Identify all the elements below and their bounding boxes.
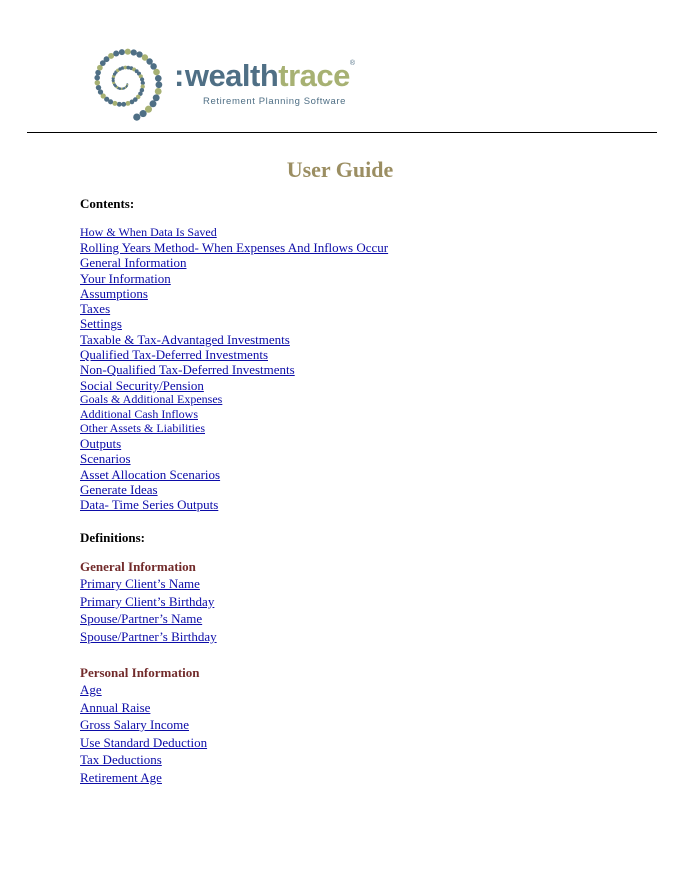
spiral-dot [140,77,144,81]
spiral-dot [126,101,131,106]
definition-link[interactable]: Age [80,682,102,697]
contents-link[interactable]: Taxable & Tax-Advantaged Investments [80,331,290,347]
spiral-dot [113,51,119,57]
personal-information-heading: Personal Information [80,665,200,680]
definition-link[interactable]: Gross Salary Income [80,717,190,733]
contents-link[interactable]: Data- Time Series Outputs [80,497,219,513]
spiral-dot [94,75,100,81]
spiral-dot [133,114,140,121]
definition-link[interactable]: Retirement Age [80,769,162,785]
spiral-dot [131,49,137,55]
contents-link[interactable]: Scenarios [80,451,131,467]
spiral-dot [119,49,125,55]
definition-link[interactable]: Primary Client’s Name [80,576,200,591]
spiral-dot [156,81,163,88]
header-divider [27,132,657,133]
contents-link[interactable]: Non-Qualified Tax-Deferred Investments [80,362,295,378]
contents-link[interactable]: Qualified Tax-Deferred Investments [80,347,268,363]
definition-link[interactable]: Primary Client’s Birthday [80,593,215,609]
spiral-dot [125,49,131,55]
definition-link[interactable]: Annual Raise [80,699,151,715]
contents-heading: Contents: [80,196,135,211]
definition-link[interactable]: Spouse/Partner’s Name [80,611,203,627]
definition-link[interactable]: Tax Deductions [80,752,162,768]
general-information-heading: General Information [80,559,196,574]
spiral-dot [155,88,162,95]
spiral-dot [96,85,101,90]
contents-link[interactable]: Taxes [80,301,111,317]
spiral-dot [95,70,101,76]
contents-link[interactable]: Social Security/Pension [80,377,204,393]
definitions-heading: Definitions: [80,530,145,545]
contents-link[interactable]: Asset Allocation Scenarios [80,466,221,482]
contents-link[interactable]: How & When Data Is Saved [80,225,217,239]
spiral-dot [150,63,157,70]
page-title: User Guide [286,157,394,182]
contents-link[interactable]: Goals & Additional Expenses [80,392,223,407]
contents-link[interactable]: Generate Ideas [80,481,158,497]
spiral-dot [136,51,142,57]
spiral-dot [121,102,126,107]
spiral-dot [155,75,162,82]
spiral-dot [117,102,122,107]
logo-wordmark: :wealthtrace® [174,58,355,93]
spiral-dot [153,94,160,101]
contents-link[interactable]: Other Assets & Liabilities [80,420,205,435]
spiral-dot [108,53,114,59]
contents-link[interactable]: Your Information [80,270,171,286]
spiral-dot [95,80,100,85]
spiral-dot [150,100,157,107]
contents-link[interactable]: Rolling Years Method- When Expenses And Inflows Occur [80,240,389,255]
general-information-list [80,576,217,647]
contents-list [80,225,388,512]
contents-link[interactable]: Additional Cash Inflows [80,406,198,421]
logo-tagline: Retirement Planning Software [203,96,347,107]
spiral-dot [140,110,147,117]
contents-link[interactable]: Outputs [80,435,122,451]
personal-information-list [80,682,207,788]
wealthtrace-logo [82,42,372,122]
contents-link[interactable]: Settings [80,316,122,332]
spiral-dot [112,101,117,106]
contents-link[interactable]: General Information [80,255,187,271]
spiral-dots-icon [82,42,172,122]
spiral-dot [153,69,160,76]
definition-link[interactable]: Use Standard Deduction [80,734,208,750]
definition-link[interactable]: Spouse/Partner’s Birthday [80,629,217,645]
contents-link[interactable]: Assumptions [80,285,148,301]
